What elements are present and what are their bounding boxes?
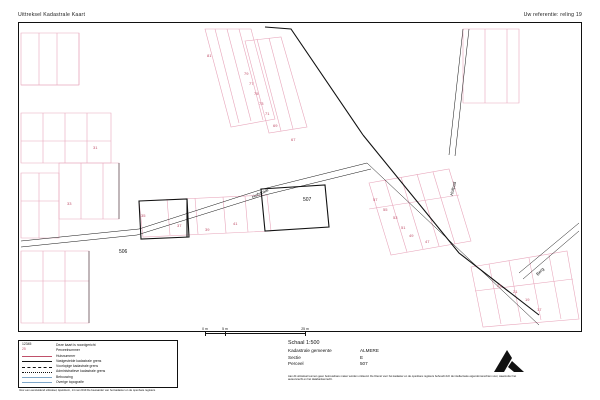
- house-number: 79: [244, 71, 249, 76]
- legend-item-label: Bebouwing: [56, 374, 73, 379]
- house-number: 41: [233, 221, 238, 226]
- house-number: 71: [265, 111, 270, 116]
- legend-item-label: Huisnummer: [56, 353, 76, 358]
- parcel-number-506: 506: [119, 249, 128, 255]
- reference-label: Uw referentie: reling 19: [523, 12, 582, 18]
- parcel-info-block: [288, 340, 468, 368]
- scale-text: Schaal 1:500: [288, 340, 320, 346]
- legend-item-label: Vastgestelde kadastrale grens: [56, 358, 102, 363]
- parcel-boundaries-layer: [21, 29, 579, 327]
- house-number: 39: [205, 227, 210, 232]
- scale-bar-line: [205, 333, 305, 334]
- house-number: 19: [525, 297, 530, 302]
- house-number: 57: [373, 197, 378, 202]
- house-number: 33: [67, 201, 72, 206]
- house-number: 21: [513, 289, 518, 294]
- house-number: 31: [93, 145, 98, 150]
- legend-item-label: Perceelnummer: [56, 348, 80, 353]
- kadaster-logo: [492, 348, 526, 374]
- info-value: ALMERE: [360, 348, 379, 354]
- legend-item: [22, 380, 176, 385]
- house-number: 73: [259, 101, 264, 106]
- parcel-number-pink-sample: 25: [22, 347, 26, 352]
- disclaimer-text: Aan dit uittreksel kunnen geen betrouwbare maten worden ontleend. De Dienst voor het kadaster en de openbare registers behoudt zich de intellectuele eigendomsrechten voor, waaronder het auteursrecht en het databankenrecht.: [288, 375, 517, 382]
- house-number: 67: [291, 137, 296, 142]
- scale-label-0: 0 m: [202, 327, 208, 331]
- info-value: 507: [360, 361, 368, 367]
- house-number: 55: [383, 207, 388, 212]
- legend-item-label: Administratieve kadastrale grens: [56, 369, 106, 374]
- house-number: 35: [141, 213, 146, 218]
- administrative-boundary-sample-icon: [22, 372, 52, 373]
- info-row-parcel: [288, 361, 468, 367]
- house-number-sample-icon: [22, 356, 52, 357]
- scale-label-25: 25 m: [301, 327, 309, 331]
- topography-sample-icon: [22, 382, 52, 383]
- scale-tick-0: [205, 331, 206, 336]
- building-sample-icon: [22, 377, 52, 378]
- info-key: Sectie: [288, 354, 301, 360]
- legend-item-label: Voorlopige kadastrale grens: [56, 364, 99, 369]
- parcel-number-sample: 12345: [22, 341, 32, 346]
- house-number: 81: [207, 53, 212, 58]
- house-number: 75: [254, 91, 259, 96]
- house-number: 37: [177, 223, 182, 228]
- established-boundary-sample-icon: [22, 361, 52, 362]
- house-number: 49: [409, 233, 414, 238]
- house-number: 77: [249, 81, 254, 86]
- street-label-hofstraat: Hofstraat: [251, 187, 270, 200]
- certification-note: Voor een eensluidend uittreksel, Apeldoorn, 14 mei 2019 De bewaarder van het kadaster en de openbare registers: [19, 389, 156, 392]
- kadaster-logo-icon: [492, 348, 526, 374]
- legend-rows: [22, 343, 176, 385]
- legend-item-label: Deze kaart is noordgericht: [56, 343, 96, 347]
- street-label-berg: Berg: [535, 266, 546, 277]
- house-number: 69: [273, 123, 278, 128]
- map-frame[interactable]: [18, 22, 582, 332]
- scale-tick-5: [225, 331, 226, 336]
- page-title: Uittreksel Kadastrale Kaart: [18, 12, 86, 18]
- legend-item-label: Overige topografie: [56, 380, 84, 385]
- parcel-number-507: 507: [303, 197, 312, 203]
- house-number: 53: [393, 215, 398, 220]
- info-value: E: [360, 354, 364, 360]
- legend-box: [18, 340, 178, 388]
- house-number: 51: [401, 225, 406, 230]
- scale-tick-25: [305, 331, 306, 336]
- street-label-hofpad: Hofpad: [449, 181, 458, 197]
- info-key: Perceel: [288, 361, 304, 367]
- scale-label-5: 5 m: [222, 327, 228, 331]
- house-number: 23: [497, 283, 502, 288]
- scale-bar: [202, 327, 315, 339]
- provisional-boundary-sample-icon: [22, 367, 52, 368]
- house-number: 47: [425, 239, 430, 244]
- house-number: 17: [537, 307, 542, 312]
- info-key: Kadastrale gemeente: [288, 348, 332, 354]
